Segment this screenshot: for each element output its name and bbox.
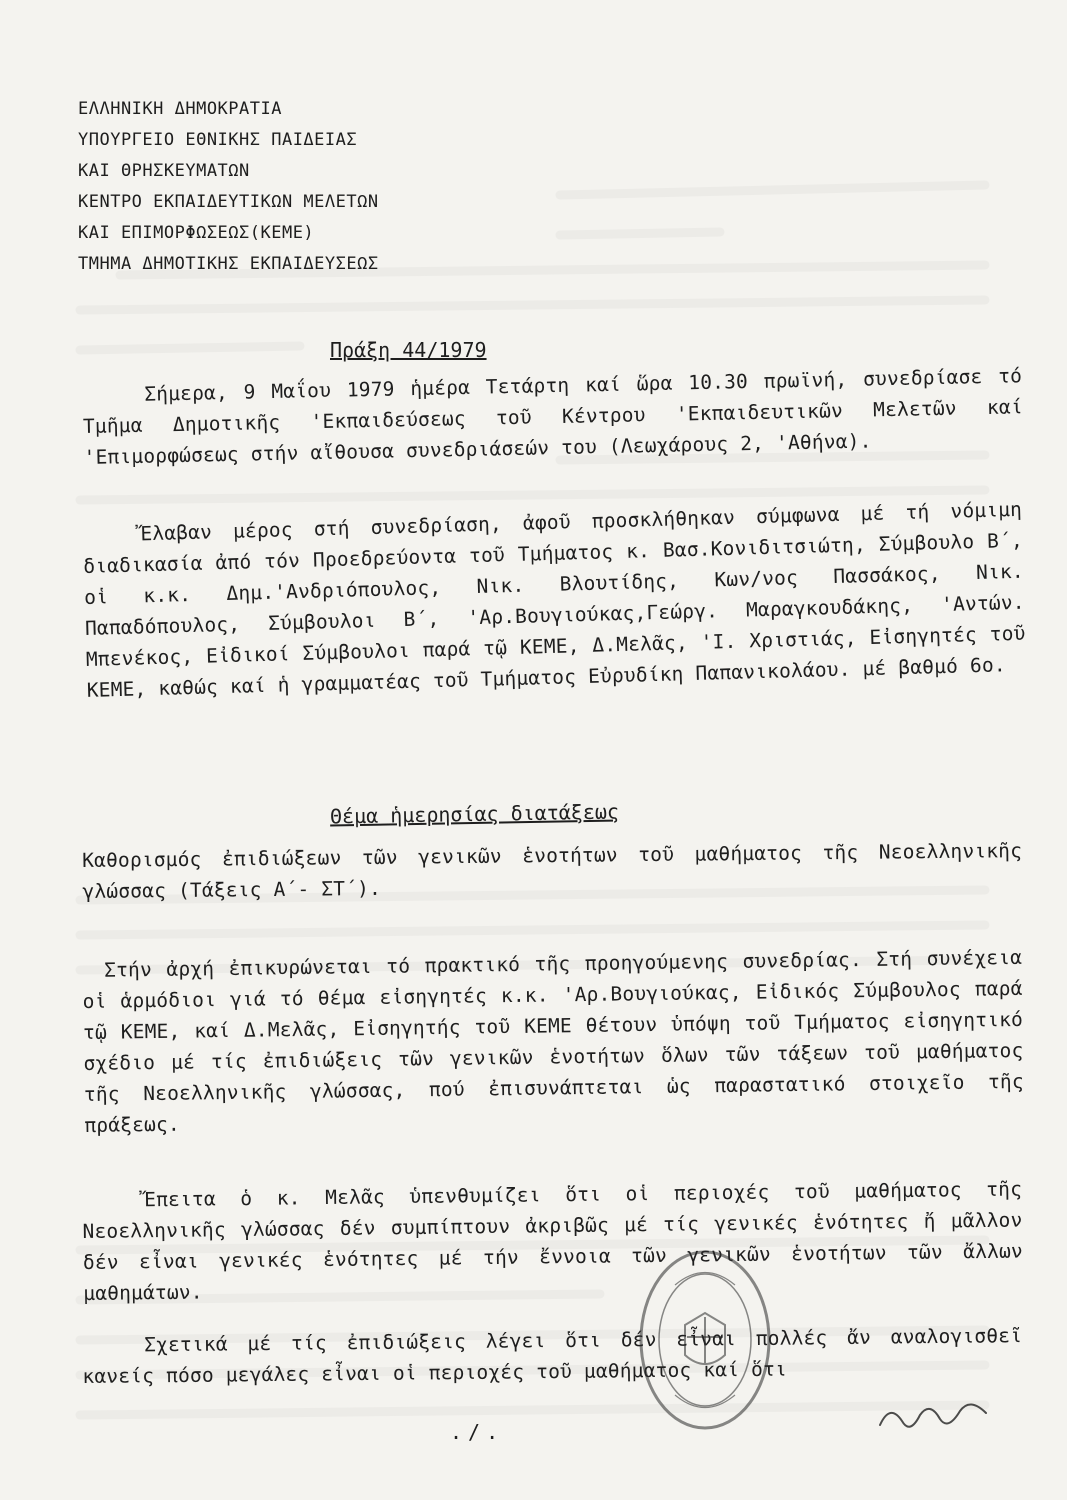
header-line: ΚΕΝΤΡΟ ΕΚΠΑΙΔΕΥΤΙΚΩΝ ΜΕΛΕΤΩΝ: [78, 192, 379, 212]
objectives-paragraph: Σχετικά μέ τίς ἐπιδιώξεις λέγει ὅτι δέν εἶναι πολλές ἄν αναλογισθεῖ κανείς πόσο μεγάλες εἶναι οἱ περιοχές τοῦ μαθήματος καί ὅτι: [82, 1324, 1023, 1388]
handwritten-signature: [860, 1395, 1010, 1445]
act-title: Πράξη 44/1979: [330, 338, 487, 362]
opening-paragraph: Σήμερα, 9 Μαΐου 1979 ἡμέρα Τετάρτη καί ὥρα 10.30 πρωϊνή, συνεδρίασε τό Τμῆμα Δημοτικῆς 'Εκπαιδεύσεως τοῦ Κέντρου 'Εκπαιδευτικῶν Μελετῶν καί 'Επιμορφώσεως στήν αἴθουσα συνεδριάσεών του (Λεωχάρους 2, 'Αθήνα).: [82, 364, 1024, 469]
proceedings-paragraph: Στήν ἀρχή ἐπικυρώνεται τό πρακτικό τῆς προηγούμενης συνεδρίας. Στή συνέχεια οἱ ἁρμόδιοι γιά τό θέμα εἰσηγητές κ.κ. 'Αρ.Βουγιούκας, Εἰδικός Σύμβουλος παρά τῷ ΚΕΜΕ, καί Δ.Μελᾶς, Εἰσηγητής τοῦ ΚΕΜΕ θέτουν ὑπόψη τοῦ Τμήματος εἰσηγητικό σχέδιο μέ τίς ἐπιδιώξεις τῶν γενικῶν ἑνοτήτων ὅλων τῶν τάξεων τοῦ μαθήματος τῆς Νεοελληνικῆς γλώσσας, πού ἐπισυνάπτεται ὡς παραστατικό στοιχεῖο τῆς πράξεως.: [82, 945, 1025, 1137]
agenda-heading: Θέμα ἡμερησίας διατάξεως: [329, 799, 620, 829]
header-line: ΤΜΗΜΑ ΔΗΜΟΤΙΚΗΣ ΕΚΠΑΙΔΕΥΣΕΩΣ: [78, 254, 379, 274]
header-line: ΚΑΙ ΘΡΗΣΚΕΥΜΑΤΩΝ: [78, 161, 250, 181]
agenda-paragraph: Καθορισμός ἐπιδιώξεων τῶν γενικῶν ἑνοτήτων τοῦ μαθήματος τῆς Νεοελληνικῆς γλώσσας (Τάξεις Α΄- ΣΤ΄).: [82, 839, 1023, 903]
issuing-authority-header: [78, 94, 379, 280]
melas-remarks-paragraph: Ἔπειτα ὁ κ. Μελᾶς ὑπενθυμίζει ὅτι οἱ περιοχές τοῦ μαθήματος τῆς Νεοελληνικῆς γλώσσας δέν συμπίπτουν ἀκριβῶς μέ τίς γενικές ἑνότητες ἤ μᾶλλον δέν εἶναι γενικές ἑνότητες μέ τήν ἔννοια τῶν γενικῶν ἑνοτήτων τῶν ἄλλων μαθημάτων.: [82, 1177, 1024, 1305]
header-line: ΕΛΛΗΝΙΚΗ ΔΗΜΟΚΡΑΤΙΑ: [78, 99, 282, 119]
official-seal-stamp: [635, 1245, 775, 1435]
header-line: ΚΑΙ ΕΠΙΜΟΡΦΩΣΕΩΣ(ΚΕΜΕ): [78, 223, 315, 243]
header-line: ΥΠΟΥΡΓΕΙΟ ΕΘΝΙΚΗΣ ΠΑΙΔΕΙΑΣ: [78, 130, 358, 150]
continuation-mark: ./.: [450, 1420, 505, 1444]
attendees-paragraph: Ἔλαβαν μέρος στή συνεδρίαση, ἀφοῦ προσκλήθηκαν σύμφωνα μέ τή νόμιμη διαδικασία ἀπό τόν Προεδρεύοντα τοῦ Τμήματος κ. Βασ.Κονιδιτσιώτη, Σύμβουλο Β΄, οἱ κ.κ. Δημ.'Ανδριόπουλος, Νικ. Βλουτίδης, Κων/νος Πασσάκος, Νικ. Παπαδόπουλος, Σύμβουλοι Β΄, 'Αρ.Βουγιούκας,Γεώργ. Μαραγκουδάκης, 'Αντών. Μπενέκος, Εἰδικοί Σύμβουλοι παρά τῷ ΚΕΜΕ, Δ.Μελᾶς, 'Ι. Χριστιάς, Εἰσηγητές τοῦ ΚΕΜΕ, καθώς καί ἡ γραμματέας τοῦ Τμήματος Εὐρυδίκη Παπανικολάου. μέ βαθμό 6ο.: [82, 497, 1026, 702]
